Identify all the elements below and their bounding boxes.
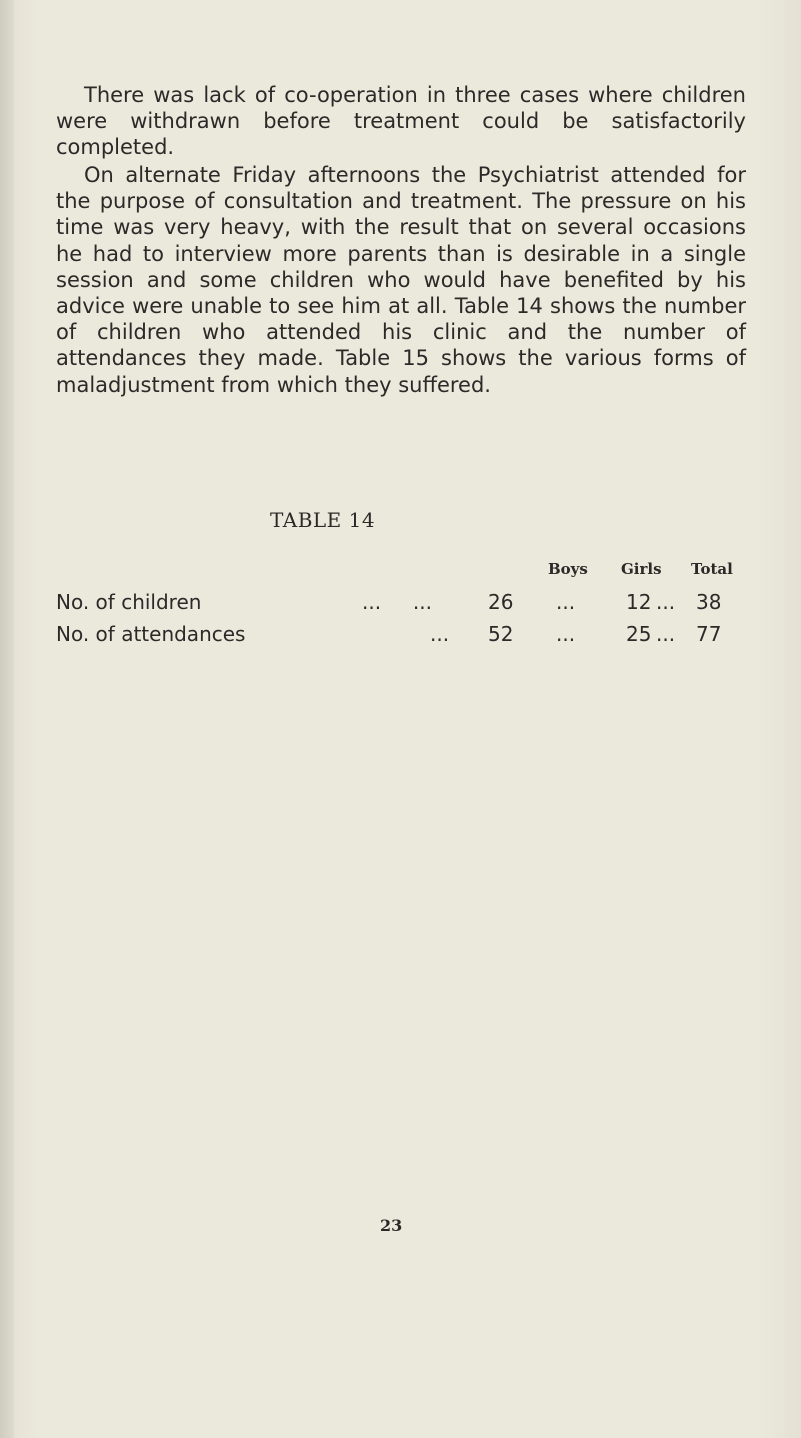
cell-total: 77 bbox=[696, 622, 722, 646]
paragraph-psychiatrist: On alternate Friday afternoons the Psychiatrist attended for the purpose of consultation and treatment. The pressure on his time was very heavy, with the result that on several occasions he had to interview more parents than is desirable in a single session and some children who would have benefited by his advice were unable to see him at all. Table 14 shows the number of children who attended his clinic and the number of attendances they made. Table 15 shows the various forms of maladjustment from which they suffered. bbox=[56, 163, 746, 397]
column-header-total: Total bbox=[691, 560, 733, 578]
page-number: 23 bbox=[380, 1216, 403, 1235]
paragraph-withdrawal: There was lack of co-operation in three cases where children were withdrawn before treatment could be satisfactorily completed. bbox=[56, 83, 746, 160]
table-title: TABLE 14 bbox=[270, 508, 376, 532]
separator-dots: ... bbox=[556, 590, 576, 614]
row-label: No. of children bbox=[56, 590, 202, 614]
cell-boys: 52 bbox=[488, 622, 514, 646]
cell-girls: 12 bbox=[626, 590, 652, 614]
cell-girls: 25 bbox=[626, 622, 652, 646]
separator-dots: ... bbox=[656, 590, 676, 614]
table-row-attendances bbox=[56, 622, 756, 652]
column-header-girls: Girls bbox=[621, 560, 662, 578]
cell-boys: 26 bbox=[488, 590, 514, 614]
separator-dots: ... bbox=[556, 622, 576, 646]
separator-dots: ... bbox=[656, 622, 676, 646]
column-header-boys: Boys bbox=[548, 560, 588, 578]
table-row-children bbox=[56, 590, 756, 620]
leader-dots: ... ... bbox=[362, 590, 432, 614]
leader-dots: ... bbox=[430, 622, 450, 646]
row-label: No. of attendances bbox=[56, 622, 246, 646]
cell-total: 38 bbox=[696, 590, 722, 614]
page-spine-shadow bbox=[0, 0, 14, 1438]
